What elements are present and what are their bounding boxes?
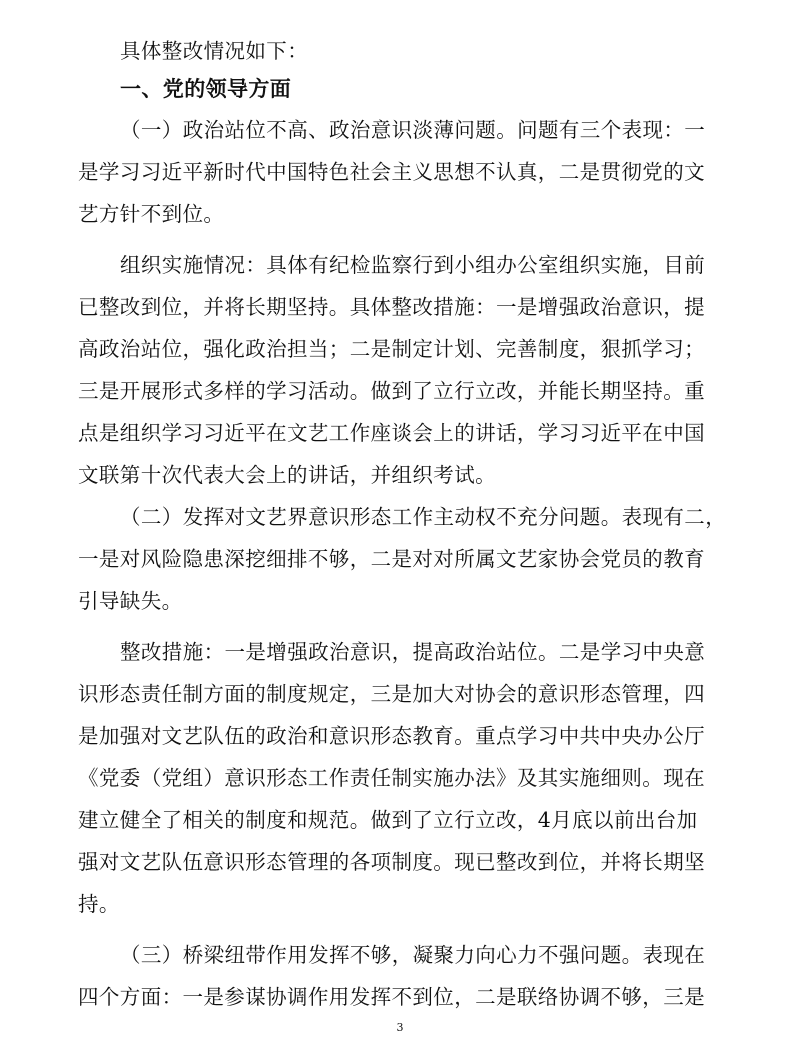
- page-number: 3: [396, 1021, 404, 1034]
- intro-line: 具体整改情况如下：: [120, 39, 309, 63]
- paragraph-line: （二）发挥对文艺界意识形态工作主动权不充分问题。表现有二，: [120, 505, 727, 529]
- paragraph-line: 识形态责任制方面的制度规定，三是加大对协会的意识形态管理，四: [78, 682, 705, 706]
- paragraph-line: 文联第十次代表大会上的讲话，并组织考试。: [78, 463, 496, 487]
- paragraph-line: （三）桥梁纽带作用发挥不够，凝聚力向心力不强问题。表现在: [120, 943, 706, 967]
- paragraph-line: 是加强对文艺队伍的政治和意识形态教育。重点学习中共中央办公厅: [78, 724, 705, 748]
- paragraph-line: 建立健全了相关的制度和规范。做到了立行立改，4月底以前出台加: [78, 808, 698, 832]
- paragraph-line: 三是开展形式多样的学习活动。做到了立行立改，并能长期坚持。重: [78, 379, 705, 403]
- paragraph-line: 整改措施：一是增强政治意识，提高政治站位。二是学习中央意: [120, 640, 706, 664]
- paragraph-line: 高政治站位，强化政治担当；二是制定计划、完善制度，狠抓学习；: [78, 337, 705, 361]
- paragraph-line: 艺方针不到位。: [78, 202, 225, 226]
- paragraph-line: 是学习习近平新时代中国特色社会主义思想不认真，二是贯彻党的文: [78, 160, 705, 184]
- paragraph-line: 一是对风险隐患深挖细排不够，二是对对所属文艺家协会党员的教育: [78, 547, 705, 571]
- paragraph-line: （一）政治站位不高、政治意识淡薄问题。问题有三个表现：一: [120, 118, 706, 142]
- paragraph-line: 引导缺失。: [78, 589, 183, 613]
- paragraph-line: 组织实施情况：具体有纪检监察行到小组办公室组织实施，目前: [120, 253, 706, 277]
- paragraph-line: 持。: [78, 892, 120, 916]
- paragraph-line: 《党委（党组）意识形态工作责任制实施办法》及其实施细则。现在: [78, 766, 705, 790]
- paragraph-line: 点是组织学习习近平在文艺工作座谈会上的讲话，学习习近平在中国: [78, 421, 705, 445]
- paragraph-line: 强对文艺队伍意识形态管理的各项制度。现已整改到位，并将长期坚: [78, 850, 705, 874]
- section-heading: 一、党的领导方面: [120, 76, 292, 101]
- paragraph-line: 四个方面：一是参谋协调作用发挥不到位，二是联络协调不够，三是: [78, 985, 705, 1009]
- paragraph-line: 已整改到位，并将长期坚持。具体整改措施：一是增强政治意识，提: [78, 295, 705, 319]
- document-body: [78, 40, 728, 1009]
